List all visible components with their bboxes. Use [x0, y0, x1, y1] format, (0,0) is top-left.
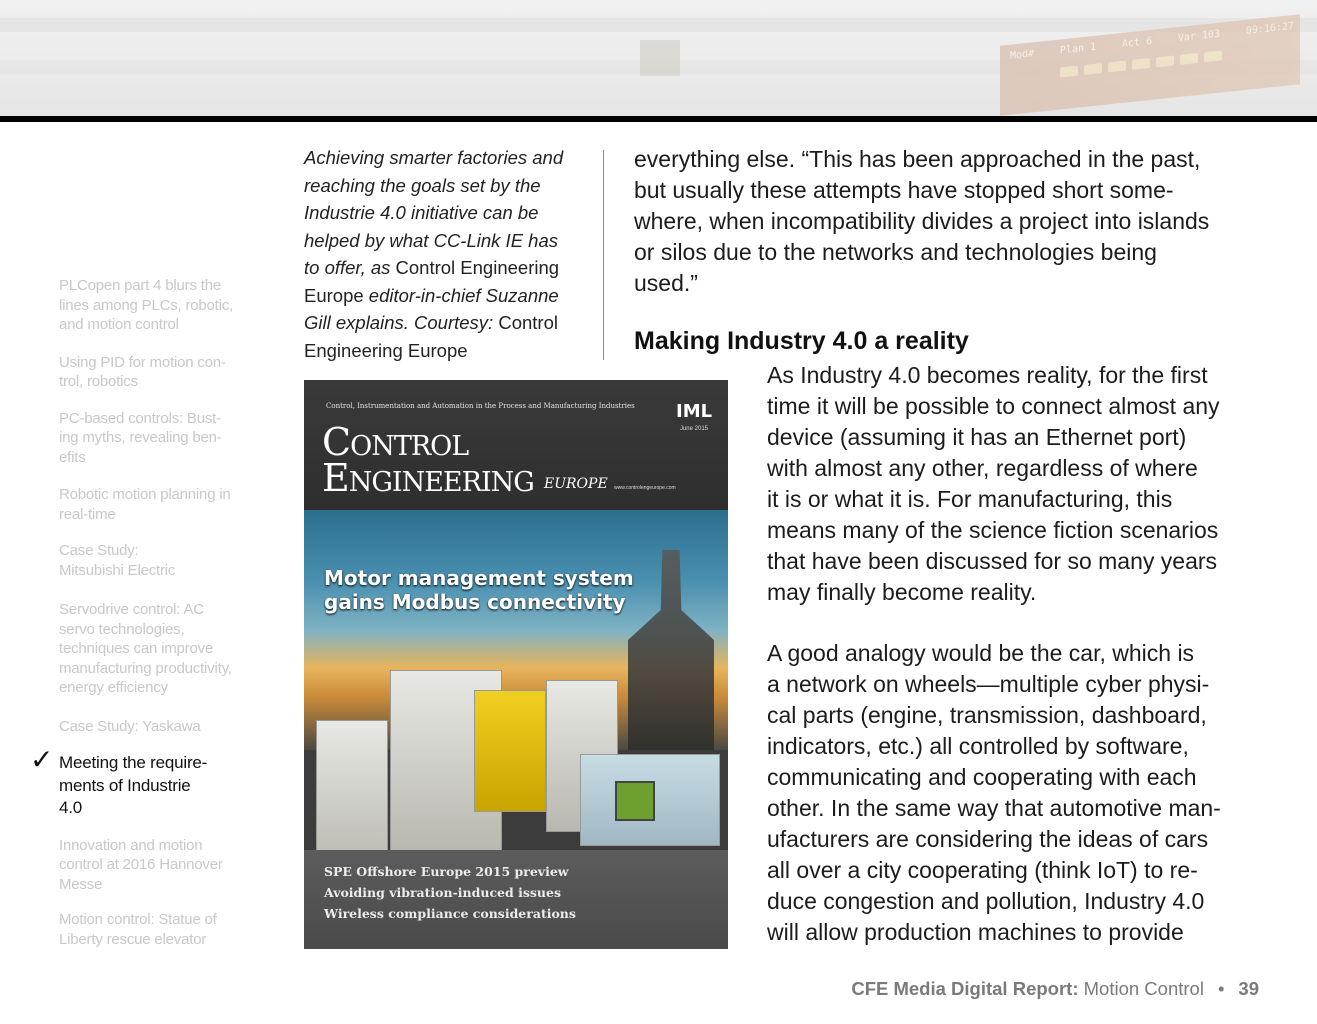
figure-caption: [304, 144, 589, 364]
caption-publication: Control: [498, 312, 558, 333]
cover-masthead-line2: Engineering: [322, 456, 534, 500]
sidebar-nav: [30, 276, 240, 949]
sidebar-item-label: trol, robotics: [59, 373, 138, 390]
sidebar-item-label: control at 2016 Hannover: [59, 856, 223, 873]
caption-italic: Gill explains. Courtesy:: [304, 312, 499, 333]
cover-tagline: Control, Instrumentation and Automation in the Process and Manufacturing Industries: [326, 402, 635, 410]
article-line: that have been discussed for so many years: [767, 548, 1218, 574]
article-line: time it will be possible to connect almost any: [767, 393, 1220, 419]
sidebar-item-label: Liberty rescue elevator: [59, 930, 207, 948]
article-line: used.”: [634, 270, 698, 296]
magazine-cover-image: [304, 380, 728, 949]
caption-line: [304, 282, 589, 310]
sidebar-item-label: Mitsubishi Electric: [59, 561, 176, 579]
sidebar-item[interactable]: [30, 910, 240, 949]
scoreboard-label: 09:16:27: [1245, 20, 1294, 37]
cover-bottom-line: SPE Offshore Europe 2015 preview: [324, 864, 569, 879]
iml-logo: IML: [676, 401, 713, 422]
sidebar-item-label: Case Study: Yaskawa: [59, 717, 201, 735]
hardware-module-yellow: [474, 690, 546, 812]
scoreboard-label: Plan 1: [1059, 41, 1097, 57]
footer-report-label: CFE Media Digital Report:: [851, 978, 1079, 999]
scoreboard-label: Var 103: [1177, 28, 1220, 45]
caption-publication: Control Engineering: [395, 257, 560, 278]
sidebar-item-label: Meeting the require-: [59, 753, 208, 772]
article-line: where, when incompatibility divides a project into islands: [634, 208, 1210, 234]
sidebar-item[interactable]: [30, 743, 240, 820]
article-line: A good analogy would be the car, which is: [767, 640, 1195, 666]
banner-overlay: [0, 0, 1317, 116]
cover-bottom-line: Avoiding vibration-induced issues: [324, 885, 562, 900]
article-paragraph: [767, 638, 1287, 948]
sidebar-item-label: ments of Industrie: [59, 775, 191, 795]
sidebar-item-label: lines among PLCs, robotic,: [59, 296, 234, 314]
sidebar-item-label: servo technologies,: [59, 620, 185, 638]
caption-line: [304, 309, 589, 337]
cover-masthead-europe: EUROPE: [544, 476, 608, 492]
sidebar-item-label: Innovation and motion: [59, 836, 203, 854]
article-line: indicators, etc.) all controlled by software,: [767, 733, 1189, 759]
sidebar-item[interactable]: [30, 353, 240, 392]
article-line: or silos due to the networks and technologies being: [634, 239, 1157, 265]
article-line: will allow production machines to provide: [767, 919, 1184, 945]
article-line: with almost any other, regardless of where: [767, 455, 1198, 481]
caption-italic: editor-in-chief Suzanne: [368, 284, 559, 306]
caption-publication: Europe: [304, 284, 369, 306]
footer-separator: •: [1217, 978, 1225, 999]
article-line: but usually these attempts have stopped short some-: [634, 177, 1174, 203]
sidebar-item-label: manufacturing productivity,: [59, 659, 232, 677]
sidebar-item-label: Motion control: Statue of: [59, 911, 217, 928]
page-number: 39: [1238, 978, 1259, 999]
panel-display: [615, 781, 655, 821]
sidebar-item[interactable]: [30, 485, 240, 524]
sidebar-item[interactable]: [30, 409, 240, 468]
article-line: all over a city cooperating (think IoT) to re-: [767, 857, 1198, 883]
page-footer: [851, 978, 1259, 1000]
caption-line: Engineering Europe: [304, 339, 468, 361]
caption-line: Achieving smarter factories and: [304, 147, 564, 168]
sidebar-item[interactable]: [30, 541, 240, 580]
caption-line: Industrie 4.0 initiative can be: [304, 202, 539, 223]
article-line: device (assuming it has an Ethernet port): [767, 424, 1187, 450]
sidebar-item-label: and motion control: [59, 316, 179, 333]
sidebar-item[interactable]: [30, 276, 240, 335]
article-line: ufacturers are considering the ideas of cars: [767, 826, 1209, 852]
scoreboard-label: Mod#: [1010, 48, 1035, 62]
cover-url: www.controlengeurope.com: [614, 485, 676, 491]
article-line: means many of the science fiction scenarios: [767, 517, 1219, 543]
cover-bottom-line: Wireless compliance considerations: [324, 906, 576, 921]
cover-headline-line: Motor management system: [324, 566, 634, 590]
article-line: cal parts (engine, transmission, dashboard,: [767, 702, 1207, 728]
sidebar-item-label: techniques can improve: [59, 640, 214, 657]
article-line: As Industry 4.0 becomes reality, for the first: [767, 362, 1208, 388]
article-line: everything else. “This has been approached in the past,: [634, 146, 1201, 172]
sidebar-item-label: real-time: [59, 505, 116, 523]
sidebar-item-label: PC-based controls: Bust-: [59, 409, 221, 427]
caption-line: reaching the goals set by the: [304, 174, 541, 196]
sidebar-item-label: PLCopen part 4 blurs the: [59, 277, 221, 294]
sidebar-item-label: ing myths, revealing ben-: [59, 429, 222, 446]
scoreboard-label: Act 6: [1121, 35, 1152, 50]
cover-masthead-line1: Control: [322, 420, 469, 464]
caption-line: helped by what CC-Link IE has: [304, 229, 558, 251]
sidebar-item-label: Robotic motion planning in: [59, 486, 231, 503]
sidebar-item-label: efits: [59, 448, 86, 466]
footer-report-topic: Motion Control: [1078, 978, 1204, 999]
sidebar-item-label: Case Study:: [59, 542, 139, 559]
article-paragraph: [634, 144, 1274, 299]
caption-italic: to offer, as: [304, 257, 396, 278]
cover-issue-date: June 2015: [679, 426, 708, 432]
sidebar-item[interactable]: [30, 836, 240, 895]
article-line: it is or what it is. For manufacturing, this: [767, 486, 1173, 512]
article-line: a network on wheels—multiple cyber physi-: [767, 671, 1210, 697]
sidebar-item-label: energy efficiency: [59, 679, 168, 696]
article-line: communicating and cooperating with each: [767, 764, 1197, 790]
sidebar-item[interactable]: [30, 717, 240, 737]
checkmark-icon: ✓: [30, 743, 54, 776]
sidebar-item-label: Messe: [59, 875, 103, 893]
header-rule: [0, 116, 1317, 122]
column-divider: [603, 150, 604, 360]
sidebar-item-label: Servodrive control: AC: [59, 601, 204, 618]
article-line: may finally become reality.: [767, 579, 1037, 605]
section-heading: Making Industry 4.0 a reality: [634, 327, 969, 355]
operator-panel: [580, 754, 720, 846]
cover-headline-line: gains Modbus connectivity: [324, 590, 626, 614]
article-paragraph: [767, 360, 1287, 608]
sidebar-item-label: 4.0: [59, 798, 83, 817]
header-banner-photo: [0, 0, 1317, 116]
article-line: other. In the same way that automotive man-: [767, 795, 1221, 821]
cover-headline: [324, 566, 634, 614]
caption-line: [304, 254, 589, 282]
sidebar-item-label: Using PID for motion con-: [59, 353, 226, 371]
sidebar-item[interactable]: [30, 600, 240, 698]
article-line: duce congestion and pollution, Industry 4.0: [767, 888, 1205, 914]
